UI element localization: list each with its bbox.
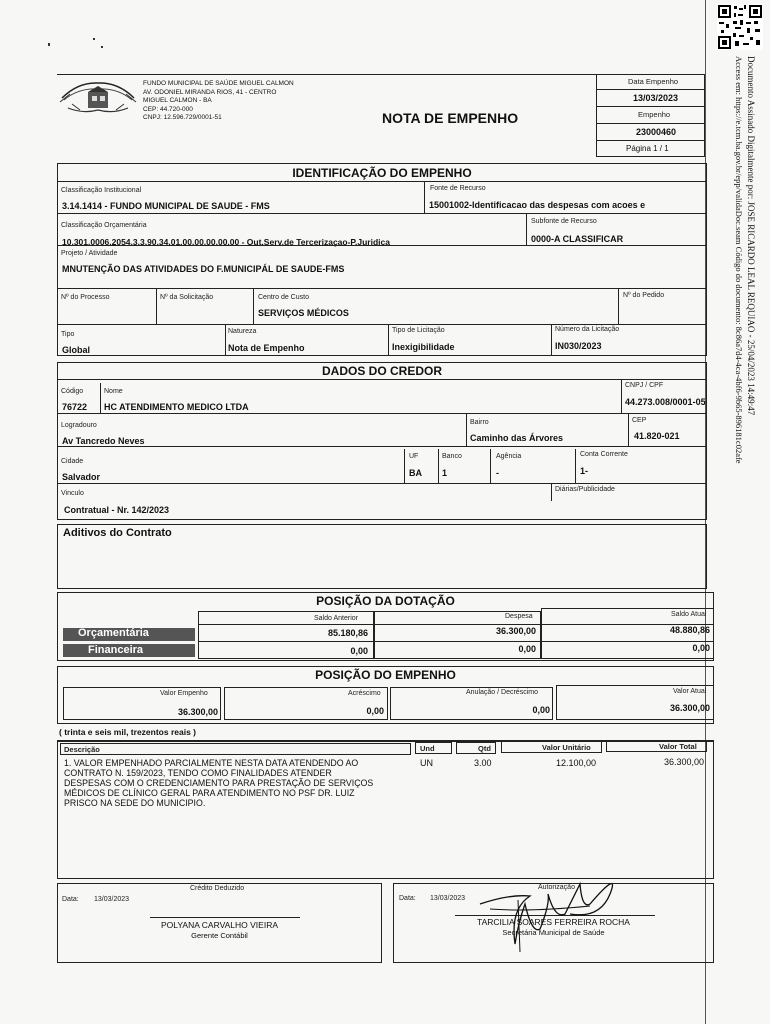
uf-label: UF (409, 453, 419, 460)
banco-label: Banco (442, 453, 462, 460)
identificacao-title: IDENTIFICAÇÃO DO EMPENHO (292, 166, 472, 180)
pedido-label: Nº do Pedido (623, 292, 665, 299)
cnpj-label: CNPJ / CPF (625, 382, 664, 389)
org-cep: CEP: 44.720-000 (143, 105, 193, 113)
projeto-label: Projeto / Atividade (61, 250, 118, 257)
tipo-licitacao-label: Tipo de Licitação (392, 327, 445, 334)
signer-right-name: TARCILIA SOARES FERREIRA ROCHA (477, 917, 630, 927)
valor-empenho-label: Valor Empenho (160, 690, 208, 697)
stamp-line-1: Documento Assinado Digitalmente por: JOSE RICARDO LEAL REQUIAO - 25/04/2023 14:49:47 (746, 56, 756, 416)
vinculo-label: Vinculo (61, 490, 84, 497)
org-city: MIGUEL CALMON - BA (143, 97, 212, 105)
vinculo-value: Contratual - Nr. 142/2023 (64, 505, 170, 515)
description-line: 1. VALOR EMPENHADO PARCIALMENTE NESTA DATA ATENDENDO AO (64, 758, 359, 768)
municipal-coat-of-arms-logo (58, 80, 138, 118)
logradouro-value: Av Tancredo Neves (62, 436, 145, 446)
financeira-label: Financeira (88, 644, 144, 656)
subfonte-value: 0000-A CLASSIFICAR (531, 234, 624, 244)
dotacao-title: POSIÇÃO DA DOTAÇÃO (316, 594, 455, 608)
nome-label: Nome (104, 388, 123, 395)
anulacao-value: 0,00 (532, 705, 550, 715)
codigo-value: 76722 (62, 402, 88, 412)
valor-unitario-header: Valor Unitário (542, 743, 591, 752)
centro-custo-label: Centro de Custo (258, 294, 309, 301)
description-line: PRISCO NA SEDE DO MUNICIPIO. (64, 798, 206, 808)
projeto-value: MNUTENÇÃO DAS ATIVIDADES DO F.MUNICIPÁL DE SAUDE-FMS (62, 264, 345, 274)
autorizacao-label: Autorização (538, 884, 575, 891)
page-number: Página 1 / 1 (626, 144, 669, 153)
tipo-label: Tipo (61, 331, 75, 338)
handwritten-signature (470, 864, 640, 954)
class-inst-label: Classificação Institucional (61, 187, 142, 194)
item-und: UN (420, 758, 433, 768)
banco-value: 1 (442, 468, 448, 478)
scan-speck (48, 43, 50, 46)
credor-box (57, 362, 707, 520)
diarias-label: Diárias/Publicidade (555, 486, 615, 493)
signer-left-name: POLYANA CARVALHO VIEIRA (161, 920, 278, 930)
class-orc-value: 10.301.0006.2054.3.3.90.34.01.00.00.00.00.00 - Out.Serv.de Tercerizaçao-P.Juridica (62, 237, 390, 247)
num-licitacao-label: Número da Licitação (555, 326, 620, 333)
cnpj-value: 44.273.008/0001-05 (625, 397, 706, 407)
agencia-label: Agência (496, 453, 522, 460)
scan-speck (101, 46, 103, 48)
stamp-line-2: Access em: https://e.tcm.ba.gov.br/epp/validaDoc.seam Código do documento: 8c86a7d4-4ca-4bf6-9b65-896181c02afe (734, 56, 744, 464)
class-orc-label: Classificação Orçamentária (61, 222, 147, 229)
item-valor-unitario: 12.100,00 (556, 758, 597, 768)
data-empenho-label: Data Empenho (628, 77, 679, 86)
valor-total-header: Valor Total (659, 742, 697, 751)
saldo-anterior-label: Saldo Anterior (314, 615, 358, 622)
item-valor-total: 36.300,00 (663, 757, 704, 767)
centro-custo-value: SERVIÇOS MÉDICOS (258, 308, 349, 318)
valor-empenho-value: 36.300,00 (177, 707, 218, 717)
solicitacao-label: Nº da Solicitação (160, 294, 214, 301)
tipo-licitacao-value: Inexigibilidade (392, 342, 455, 352)
empenho-number: 23000460 (636, 127, 677, 137)
natureza-label: Natureza (228, 328, 257, 335)
descricao-header-cell (60, 743, 411, 755)
natureza-value: Nota de Empenho (228, 343, 305, 353)
orcamentaria-label: Orçamentária (78, 627, 149, 639)
codigo-label: Código (61, 388, 84, 395)
data-right-value: 13/03/2023 (430, 895, 466, 902)
document-title: NOTA DE EMPENHO (382, 110, 519, 126)
data-left-value: 13/03/2023 (94, 896, 130, 903)
anulacao-label: Anulação / Decréscimo (466, 689, 538, 696)
org-info (143, 80, 294, 123)
empenho-label: Empenho (638, 110, 671, 119)
und-header: Und (420, 744, 435, 753)
digital-signature-stamp-2 (736, 56, 748, 516)
uf-value: BA (409, 468, 422, 478)
qr-code-icon (717, 4, 763, 50)
data-left-label: Data: (62, 896, 79, 903)
cidade-label: Cidade (61, 458, 84, 465)
despesa-label: Despesa (505, 613, 533, 620)
cep-value: 41.820-021 (634, 431, 680, 441)
fonte-label: Fonte de Recurso (430, 185, 486, 192)
description-line: CONTRATO N. 159/2023, TENDO COMO FINALIDADES ATENDER (64, 768, 332, 778)
tipo-value: Global (62, 345, 91, 355)
signer-left-role: Gerente Contábil (191, 931, 248, 940)
item-qtd: 3.00 (474, 758, 492, 768)
valor-atual-value: 36.300,00 (669, 703, 710, 713)
agencia-value: - (496, 468, 499, 478)
credor-title: DADOS DO CREDOR (321, 364, 442, 378)
fonte-value: 15001002-Identificacao das despesas com acoes e (429, 200, 646, 210)
acrescimo-label: Acréscimo (348, 690, 381, 697)
fin-despesa: 0,00 (518, 644, 536, 654)
data-right-label: Data: (399, 895, 416, 902)
subfonte-label: Subfonte de Recurso (531, 218, 597, 225)
orc-saldo-atual: 48.880,86 (669, 625, 710, 635)
aditivos-title: Aditivos do Contrato (63, 527, 172, 539)
org-name: FUNDO MUNICIPAL DE SAÚDE MIGUEL CALMON (143, 80, 294, 87)
org-address: AV. ODONIEL MIRANDA RIOS, 41 - CENTRO (143, 88, 277, 96)
qtd-header: Qtd (478, 744, 491, 753)
fin-saldo-anterior: 0,00 (350, 646, 368, 656)
item-description (64, 758, 373, 808)
digital-signature-stamp (748, 56, 762, 516)
logradouro-label: Logradouro (61, 422, 97, 429)
orc-despesa: 36.300,00 (495, 626, 536, 636)
processo-label: Nº do Processo (61, 294, 110, 301)
conta-label: Conta Corrente (580, 451, 628, 458)
posicao-empenho-title: POSIÇÃO DO EMPENHO (315, 668, 456, 682)
fin-saldo-atual: 0,00 (692, 643, 710, 653)
description-line: DESPESAS COM O CREDENCIAMENTO PARA PRESTAÇÃO DE SERVIÇOS (64, 778, 374, 788)
bairro-value: Caminho das Árvores (470, 433, 564, 443)
cep-label: CEP (632, 417, 647, 424)
description-line: MÉDICOS DE CLÍNICO GERAL PARA ATENDIMENTO NO PSF DR. LUIZ (64, 788, 355, 798)
bairro-label: Bairro (470, 419, 489, 426)
nome-value: HC ATENDIMENTO MEDICO LTDA (104, 402, 249, 412)
class-inst-value: 3.14.1414 - FUNDO MUNICIPAL DE SAUDE - FMS (62, 201, 270, 211)
conta-value: 1- (580, 466, 589, 476)
scan-speck (93, 38, 95, 40)
signer-right-role: Secretária Municipal de Saúde (502, 928, 605, 937)
org-cnpj: CNPJ: 12.596.729/0001-51 (143, 114, 222, 122)
data-empenho-value: 13/03/2023 (633, 93, 679, 103)
orc-saldo-anterior: 85.180,86 (327, 628, 368, 638)
descricao-header: Descrição (64, 745, 100, 754)
cidade-value: Salvador (62, 472, 101, 482)
valor-extenso: ( trinta e seis mil, trezentos reais ) (59, 727, 196, 737)
valor-atual-label: Valor Atual (673, 688, 707, 695)
saldo-atual-label: Saldo Atual (671, 611, 707, 618)
credito-deduzido-label: Crédito Deduzido (190, 885, 245, 892)
num-licitacao-value: IN030/2023 (555, 341, 602, 351)
acrescimo-value: 0,00 (366, 706, 384, 716)
